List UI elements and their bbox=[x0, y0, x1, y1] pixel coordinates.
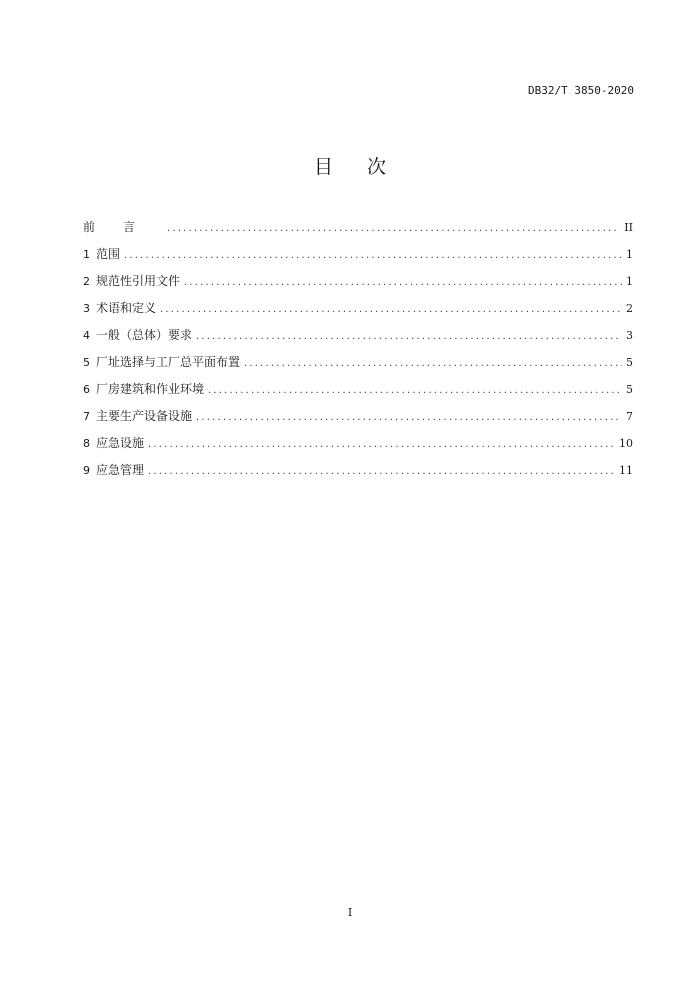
toc-entry-title: 规范性引用文件 bbox=[96, 274, 181, 288]
toc-entry-number: 2 bbox=[83, 275, 90, 288]
toc-entry-page: 10 bbox=[619, 437, 633, 450]
toc-entry-title: 应急管理 bbox=[96, 463, 145, 477]
toc-leader-dots bbox=[167, 215, 620, 242]
toc-title: 目次 bbox=[313, 156, 420, 178]
toc-entry-number: 8 bbox=[83, 437, 90, 450]
toc-entry-title: 主要生产设备设施 bbox=[96, 409, 193, 423]
toc-entry-page: 7 bbox=[626, 410, 633, 423]
toc-entry-title: 应急设施 bbox=[96, 436, 145, 450]
toc-entry-page: II bbox=[624, 221, 633, 234]
toc-entry-number: 3 bbox=[83, 302, 90, 315]
toc-entry-emergency-facilities[interactable] bbox=[83, 430, 633, 457]
toc-entry-terms-definitions[interactable] bbox=[83, 295, 633, 322]
toc-leader-dots bbox=[148, 431, 615, 458]
toc-entry-number: 7 bbox=[83, 410, 90, 423]
toc-entry-page: 3 bbox=[626, 329, 633, 342]
toc-entry-title: 厂房建筑和作业环境 bbox=[96, 382, 205, 396]
toc-entry-site-selection[interactable] bbox=[83, 349, 633, 376]
document-code: DB32/T 3850-2020 bbox=[528, 84, 634, 97]
toc-entry-page: 1 bbox=[626, 248, 633, 261]
toc-leader-dots bbox=[148, 458, 615, 485]
toc-leader-dots bbox=[196, 323, 622, 350]
toc-entry-title: 范围 bbox=[96, 247, 121, 261]
toc-leader-dots bbox=[160, 296, 622, 323]
toc-leader-dots bbox=[208, 377, 622, 404]
toc-entry-title: 一般（总体）要求 bbox=[96, 328, 193, 342]
table-of-contents bbox=[83, 214, 633, 484]
page-number: I bbox=[347, 906, 353, 919]
toc-entry-emergency-management[interactable] bbox=[83, 457, 633, 484]
toc-entry-number: 5 bbox=[83, 356, 90, 369]
toc-entry-number: 9 bbox=[83, 464, 90, 477]
toc-entry-building-environment[interactable] bbox=[83, 376, 633, 403]
toc-entry-page: 5 bbox=[626, 383, 633, 396]
toc-entry-general-requirements[interactable] bbox=[83, 322, 633, 349]
toc-leader-dots bbox=[124, 242, 622, 269]
toc-leader-dots bbox=[244, 350, 622, 377]
toc-entry-page: 1 bbox=[626, 275, 633, 288]
toc-entry-title: 厂址选择与工厂总平面布置 bbox=[96, 355, 241, 369]
toc-entry-page: 5 bbox=[626, 356, 633, 369]
toc-entry-title: 术语和定义 bbox=[96, 301, 157, 315]
toc-entry-number: 4 bbox=[83, 329, 90, 342]
toc-entry-production-equipment[interactable] bbox=[83, 403, 633, 430]
toc-entry-normative-references[interactable] bbox=[83, 268, 633, 295]
toc-leader-dots bbox=[184, 269, 622, 296]
toc-entry-number: 1 bbox=[83, 248, 90, 261]
toc-entry-foreword[interactable] bbox=[83, 214, 633, 241]
toc-entry-scope[interactable] bbox=[83, 241, 633, 268]
toc-entry-page: 2 bbox=[626, 302, 633, 315]
toc-leader-dots bbox=[196, 404, 622, 431]
toc-entry-page: 11 bbox=[619, 464, 633, 477]
toc-entry-number: 6 bbox=[83, 383, 90, 396]
toc-entry-title: 前言 bbox=[83, 220, 164, 234]
